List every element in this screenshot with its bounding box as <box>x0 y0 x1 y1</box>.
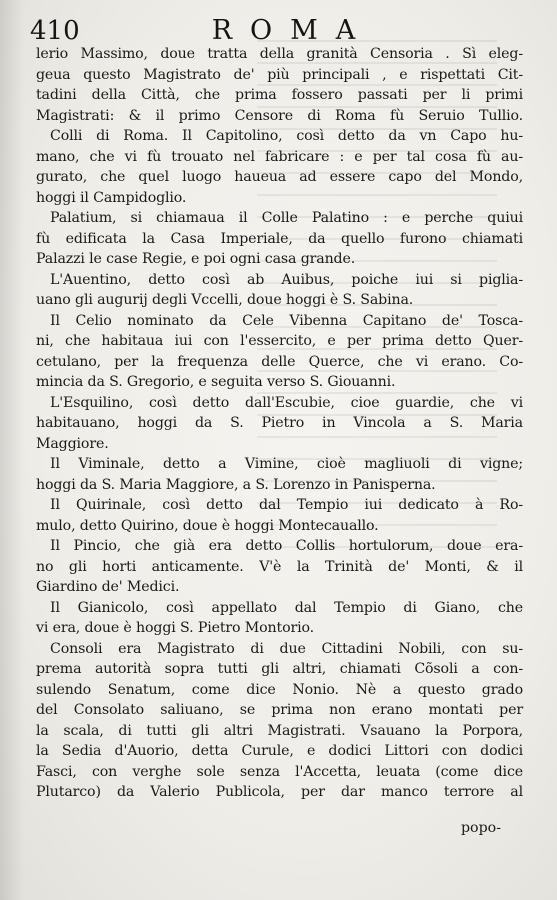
text-line: Il Pincio, che già era detto Collis hortulorum, doue era- <box>50 538 523 554</box>
text-line: ni, che habitaua iui con l'essercito, e per prima detto Quer- <box>36 333 523 349</box>
text-line: sulendo Senatum, come dice Nonio. Nè a questo grado <box>36 681 523 698</box>
page-header <box>30 14 525 48</box>
text-line: Maggiore. <box>36 435 109 452</box>
text-line: Plutarco) da Valerio Publicola, per dar manco terrore al <box>36 784 523 800</box>
text-line: habitauano, hoggi da S. Pietro in Vincola a S. Maria <box>36 415 523 431</box>
text-line: mano, che vi fù trouato nel fabricare : e per tal cosa fù au- <box>36 148 523 165</box>
text-line: L'Esquilino, così detto dall'Escubie, cioe guardie, che vi <box>50 394 523 411</box>
catchword: popo- <box>460 820 501 836</box>
text-line: Il Gianicolo, così appellato dal Tempio di Giano, che <box>50 599 523 616</box>
text-line: Palazzi le case Regie, e poi ogni casa grande. <box>36 251 356 267</box>
text-line: uano gli augurij degli Vccelli, doue hoggi è S. Sabina. <box>36 292 414 308</box>
text-line: gurato, che quel luogo haueua ad essere capo del Mondo, <box>36 169 523 185</box>
text-line: lerio Massimo, doue tratta della granità Censoria . Sì eleg- <box>36 46 523 62</box>
text-line: Il Celio nominato da Cele Vibenna Capitano de' Tosca- <box>50 312 523 329</box>
text-line: cetulano, per la frequenza delle Querce, che vi erano. Co- <box>36 353 523 370</box>
text-line: la scala, di tutti gli altri Magistrati. Vsauano la Porpora, <box>36 722 523 739</box>
text-line: mincia da S. Gregorio, e seguita verso S. Giouanni. <box>36 374 396 390</box>
text-line: geua questo Magistrato de' più principali , e rispettati Cit- <box>36 66 523 83</box>
text-line: hoggi il Campidoglio. <box>36 189 187 206</box>
text-line: L'Auentino, detto così ab Auibus, poiche iui si piglia- <box>50 271 523 288</box>
running-head: ROMA <box>211 15 374 46</box>
text-line: prema autorità sopra tutti gli altri, chiamati Cõsoli a con- <box>36 661 523 677</box>
text-line: fù edificata la Casa Imperiale, da quello furono chiamati <box>36 230 523 247</box>
text-line: tadini della Città, che prima fossero passati per li primi <box>36 87 523 103</box>
text-line: Consoli era Magistrato di due Cittadini Nobili, con su- <box>50 640 523 657</box>
body-text <box>36 44 523 803</box>
text-line: vi era, doue è hoggi S. Pietro Montorio. <box>36 620 314 636</box>
text-line: no gli horti anticamente. V'è la Trinità de' Monti, & il <box>36 558 523 575</box>
text-line: Giardino de' Medici. <box>36 579 180 595</box>
text-line: Colli di Roma. Il Capitolino, così detto da vn Capo hu- <box>50 128 523 144</box>
text-line: la Sedia d'Auorio, detta Curule, e dodici Littori con dodici <box>36 743 523 759</box>
text-line: Magistrati: & il primo Censore di Roma fù Seruio Tullio. <box>36 107 523 124</box>
text-line: Palatium, si chiamaua il Colle Palatino : e perche quiui <box>50 210 523 226</box>
text-line: Il Quirinale, così detto dal Tempio iui dedicato à Ro- <box>50 497 523 513</box>
text-line: Fasci, con verghe sole senza l'Accetta, leuata (come dice <box>36 763 523 780</box>
text-line: del Consolato saliuano, se prima non erano montati per <box>36 702 523 718</box>
text-line: mulo, detto Quirino, doue è hoggi Montecauallo. <box>36 517 379 534</box>
page-number: 410 <box>30 16 80 46</box>
gutter-shadow <box>0 0 24 900</box>
text-line: hoggi da S. Maria Maggiore, a S. Lorenzo in Panisperna. <box>36 476 436 493</box>
text-line: Il Viminale, detto a Vimine, cioè magliuoli di vigne; <box>50 456 523 472</box>
